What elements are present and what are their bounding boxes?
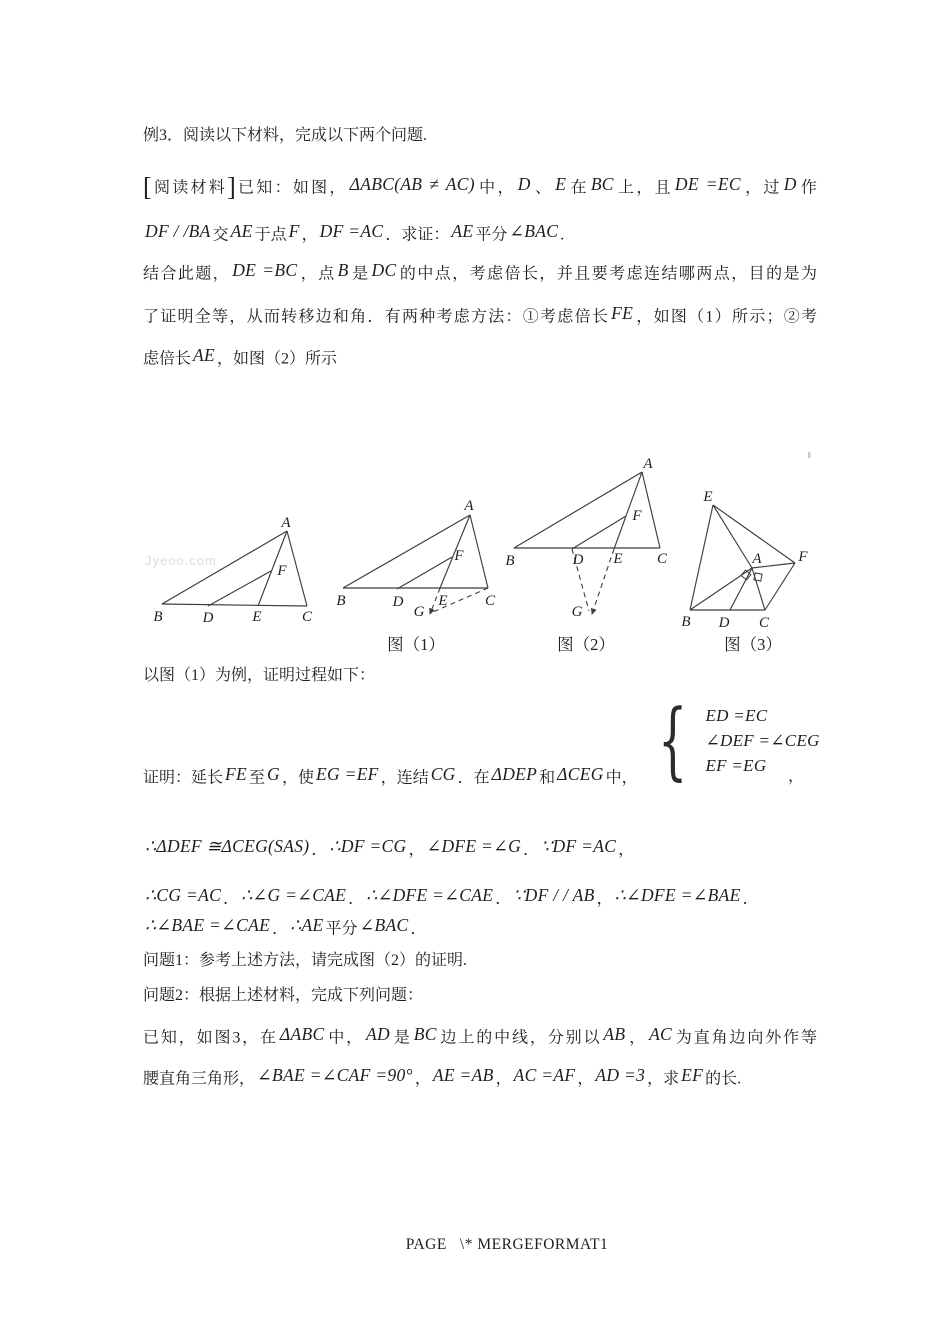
fig2-label-B: B (505, 553, 515, 569)
text-run: 边上的中线，分别以 (438, 1029, 602, 1047)
fig2-dashed-EG (592, 549, 614, 614)
text-run: ．求证： (385, 226, 450, 243)
text-run: 腰直角三角形， (143, 1070, 256, 1087)
text-run: 交 (212, 226, 229, 243)
text-run: 于点 (254, 226, 287, 243)
text-run: ， (596, 890, 613, 908)
fig1-edge-AC (470, 515, 488, 588)
fig0-label-A: A (281, 515, 291, 531)
text-run: 阅读材料 (151, 179, 228, 197)
bracket-open: [ (143, 172, 152, 202)
fig2-segment-DF (572, 516, 626, 549)
fig3-label-C: C (758, 615, 770, 631)
paragraph-reading-material (143, 163, 817, 256)
figure-3 (681, 452, 810, 654)
math-run: EF (681, 1064, 704, 1085)
text-run: ，如图（2）所示 (217, 350, 338, 368)
text-run: 结合此题， (143, 265, 231, 283)
fig2-caption: 图（2） (557, 635, 615, 654)
math-run: CG (430, 764, 456, 784)
fig2-label-G: G (571, 604, 583, 620)
fig3-edge-EA (713, 505, 752, 568)
math-run: BC (590, 174, 614, 194)
paragraph-proof-3 (143, 883, 759, 912)
math-run: AB (603, 1024, 626, 1044)
text-run: 例3．阅读以下材料，完成以下两个问题. (143, 127, 428, 144)
fig2-label-E: E (613, 551, 623, 567)
fig2-edge-BA (514, 472, 642, 548)
math-run: ΔDEP (491, 764, 538, 784)
fig0-edge-BC (162, 604, 307, 606)
fig0-label-D: D (202, 610, 214, 626)
text-run: ． (272, 920, 289, 938)
math-run: FE (225, 764, 247, 784)
text-run: ， (408, 841, 425, 859)
text-run: ，如图（1）所示；②考 (635, 308, 817, 325)
fig2-label-D: D (572, 552, 584, 568)
text-run: 平分 (325, 920, 358, 938)
math-run: ΔCEG (557, 764, 604, 784)
math-run: ∴DF =CG (329, 836, 407, 856)
text-run: 作 (798, 179, 817, 197)
text-run: 平分 (475, 226, 508, 243)
fig1-label-A: A (464, 498, 474, 514)
math-run: AC (649, 1024, 673, 1044)
system-trailing-comma: ， (788, 768, 805, 785)
text-run: ， (627, 1029, 648, 1047)
text-run: ， (414, 1070, 431, 1087)
math-run: AD =3 (595, 1064, 646, 1085)
fig2-label-C: C (656, 551, 668, 567)
math-run: DF / /BA (145, 220, 211, 241)
paragraph-question-2 (143, 984, 817, 1008)
math-run: ΔABC (279, 1024, 325, 1044)
math-run: D (783, 174, 797, 194)
fig2-label-A: A (643, 456, 653, 472)
math-run: ∴CG =AC (145, 885, 222, 905)
fig1-label-E: E (438, 593, 448, 609)
math-run: DC (371, 260, 397, 280)
text-run: 至 (249, 769, 266, 787)
figure-1 (336, 498, 496, 654)
text-run: ，点 (299, 265, 336, 283)
text-run: ， (577, 1070, 594, 1087)
math-run: ∠DFE =∠G (426, 836, 522, 856)
math-run: ∠BAC (359, 915, 409, 935)
math-run: D (517, 174, 531, 194)
figure-2 (505, 456, 668, 654)
system-eq-2: ∠DEF =∠CEG (705, 730, 820, 750)
watermark-text: Jyeoo.com (145, 553, 217, 568)
text-run: ， (301, 226, 318, 243)
text-run: ． (742, 890, 759, 908)
math-run: DF =AC (319, 220, 384, 241)
text-run: 在 (568, 179, 589, 197)
fig3-label-E: E (703, 489, 713, 505)
text-run: 已知：如图， (235, 179, 348, 197)
paragraph-question-1 (143, 949, 817, 973)
text-run: ． (495, 890, 512, 908)
text-run: ，连结 (380, 769, 429, 787)
paragraph-example-title (143, 124, 817, 148)
text-run: 是 (350, 265, 370, 283)
known-line-1 (143, 1016, 817, 1057)
text-run: ，求 (647, 1070, 680, 1087)
fig3-label-D: D (718, 615, 730, 631)
math-run: B (337, 260, 349, 280)
text-run: 以图（1）为例，证明过程如下： (143, 667, 376, 684)
text-run: 的中点，考虑倍长，并且要考虑连结哪两点，目的是为 (398, 265, 817, 283)
material-line-2 (143, 210, 817, 257)
page-footer-field: PAGE \* MERGEFORMAT1 (405, 1236, 609, 1253)
math-run: AE (193, 345, 215, 365)
text-run: 为直角边向外作等 (674, 1029, 817, 1047)
fig0-label-F: F (277, 563, 287, 579)
math-run: F (288, 220, 300, 241)
text-run: 上，且 (615, 179, 673, 197)
fig3-edge-BA (690, 568, 752, 610)
system-eq-1: ED =EC (705, 705, 768, 725)
math-run: ∴∠G =∠CAE (241, 885, 347, 905)
math-run: AD (366, 1024, 390, 1044)
math-run: AE (230, 220, 253, 241)
figures-canvas (140, 443, 840, 663)
text-run: ．在 (457, 769, 490, 787)
fig2-edge-AC (642, 472, 660, 548)
math-run: DE =EC (674, 174, 741, 194)
text-run: ． (410, 920, 427, 938)
fig0-label-B: B (153, 609, 163, 625)
text-run: ． (311, 841, 328, 859)
math-run: AE =AB (432, 1064, 494, 1085)
combine-line-2 (143, 294, 817, 337)
math-run: FE (611, 302, 634, 323)
system-brace: { (658, 691, 688, 789)
text-run: ， (495, 1070, 512, 1087)
fig3-edge-BE (690, 505, 713, 610)
text-run: . (560, 226, 565, 243)
paragraph-proof-2 (143, 834, 634, 863)
scan-artifact-mark (808, 452, 811, 458)
math-run: ∵DF / / AB (513, 885, 595, 905)
combine-line-1 (143, 251, 817, 294)
text-run: 、 (532, 179, 554, 197)
fig1-label-F: F (454, 548, 464, 564)
math-run: E (555, 174, 567, 194)
text-run: ，过 (742, 179, 782, 197)
text-run: 了证明全等，从而转移边和角．有两种考虑方法：①考虑倍长 (143, 308, 610, 325)
math-run: AE (451, 220, 474, 241)
fig3-caption: 图（3） (724, 635, 782, 654)
fig1-label-B: B (336, 593, 346, 609)
fig0-edge-AC (287, 531, 307, 606)
math-run: AC =AF (513, 1064, 576, 1085)
figure-plain (145, 515, 313, 626)
text-run: 虑倍长 (143, 350, 192, 368)
math-run: ∵DF =AC (541, 836, 617, 856)
math-run: ∴ΔDEF ≅ΔCEG(SAS) (145, 836, 310, 856)
fig1-edge-BA (343, 515, 470, 588)
known-line-2 (143, 1057, 817, 1098)
math-run: G (267, 764, 280, 784)
math-run: ΔABC(AB ≠ AC) (349, 174, 475, 194)
math-run: EG =EF (315, 764, 379, 784)
text-run: 证明：延长 (143, 769, 224, 787)
fig1-label-G: G (413, 604, 425, 620)
fig0-label-E: E (252, 609, 262, 625)
text-run: 中， (476, 179, 516, 197)
fig1-label-D: D (392, 594, 404, 610)
fig3-median-AD (730, 568, 752, 610)
fig1-segment-DF (397, 557, 452, 589)
paragraph-proof-4 (143, 913, 426, 942)
fig1-label-C: C (484, 593, 496, 609)
math-run: DE =BC (232, 260, 298, 280)
paragraph-proof-intro (143, 664, 817, 688)
fig3-edge-FC (765, 563, 795, 610)
fig0-label-C: C (301, 609, 313, 625)
fig0-segment-DF (208, 571, 271, 606)
paragraph-known (143, 1016, 817, 1097)
combine-line-3 (143, 336, 817, 379)
text-run: ， (618, 841, 635, 859)
system-eq-3: EF =EG (705, 755, 767, 775)
text-run: 和 (539, 769, 556, 787)
text-run: 问题2：根据上述材料，完成下列问题： (143, 987, 424, 1004)
text-run: 中， (605, 769, 638, 787)
text-run: ，使 (281, 769, 314, 787)
math-run: ∴∠DFE =∠BAE (614, 885, 741, 905)
math-run: ∴AE (290, 915, 324, 935)
bracket-close: ] (227, 172, 236, 202)
text-run: 问题1：参考上述方法，请完成图（2）的证明. (143, 952, 468, 969)
material-line-1 (143, 163, 817, 210)
math-run: ∠BAC (509, 220, 559, 241)
text-run: ． (348, 890, 365, 908)
math-run: ∴∠DFE =∠CAE (366, 885, 494, 905)
fig3-label-A: A (752, 551, 762, 567)
fig1-caption: 图（1） (387, 635, 445, 654)
fig2-label-F: F (632, 508, 642, 524)
math-run: ∴∠BAE =∠CAE (145, 915, 271, 935)
text-run: 的长. (705, 1070, 742, 1087)
fig3-label-B: B (681, 614, 691, 630)
fig3-label-F: F (798, 549, 808, 565)
text-run: 是 (391, 1029, 412, 1047)
text-run: ． (523, 841, 540, 859)
math-run: ∠BAE =∠CAF =90° (257, 1064, 413, 1085)
fig3-edge-AC (752, 568, 765, 610)
text-run: 中， (326, 1029, 365, 1047)
text-run: 已知，如图3，在 (143, 1029, 278, 1047)
paragraph-combine (143, 251, 817, 379)
paragraph-proof-main (143, 762, 638, 791)
text-run: ． (223, 890, 240, 908)
math-run: BC (413, 1024, 437, 1044)
